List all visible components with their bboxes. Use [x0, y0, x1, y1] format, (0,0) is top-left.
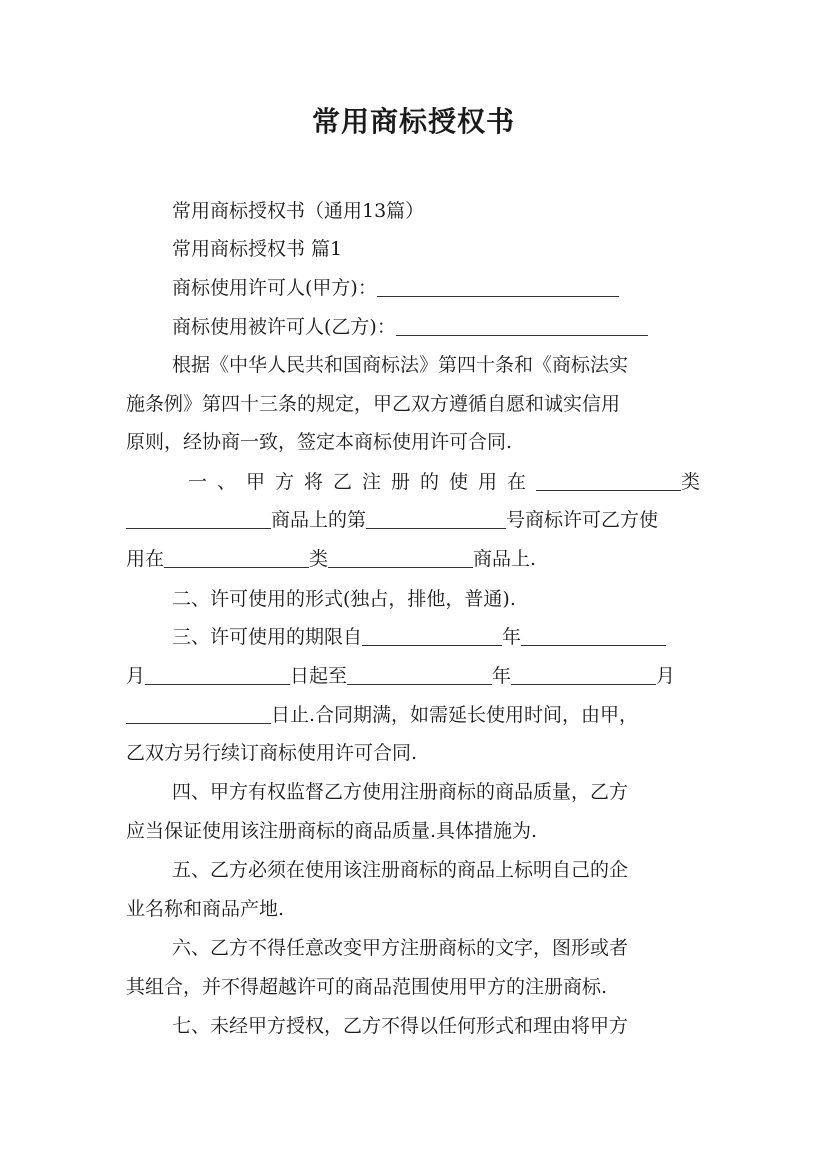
start-day-blank [145, 665, 290, 685]
clause-1-line-1 [188, 464, 702, 501]
clause-3-line-4: 乙双方另行续订商标使用许可合同. [126, 742, 418, 764]
start-year-blank [362, 626, 502, 646]
licensee-line [172, 309, 702, 346]
trademark-number-blank [366, 509, 506, 529]
clause-4-line-1: 四、甲方有权监督乙方使用注册商标的商品质量，乙方 [172, 781, 629, 803]
clause-3-line-1 [172, 619, 702, 656]
clause-1-text-f: 类 [309, 548, 329, 570]
clause-4-line-2: 应当保证使用该注册商标的商品质量.具体措施为. [126, 820, 538, 842]
clause-1-text-a: 一、甲方将乙注册的使用在 [188, 471, 537, 493]
clause-3-month-2: 月 [656, 665, 676, 687]
clause-1-text-d: 号商标许可乙方使 [506, 509, 659, 531]
clause-5-line-2: 业名称和商品产地. [126, 898, 285, 920]
clause-3-text-a: 三、许可使用的期限自 [172, 626, 363, 648]
clause-1-text-c: 商品上的第 [271, 509, 367, 531]
clause-6-line-2: 其组合，并不得超越许可的商品范围使用甲方的注册商标. [126, 976, 608, 998]
clause-1-text-e: 用在 [126, 548, 165, 570]
clause-2: 二、许可使用的形式(独占，排他，普通). [172, 588, 516, 610]
class-blank-1 [536, 471, 681, 491]
clause-7-line-1: 七、未经甲方授权，乙方不得以任何形式和理由将甲方 [172, 1015, 629, 1037]
clause-1-text-b: 类 [681, 471, 701, 493]
clause-3-end: 日止.合同期满，如需延长使用时间，由甲， [271, 704, 639, 726]
clause-5-line-1: 五、乙方必须在使用该注册商标的商品上标明自己的企 [172, 859, 629, 881]
goods-blank-2 [328, 548, 473, 568]
licensee-label: 商标使用被许可人(乙方)： [172, 316, 396, 338]
licensee-blank [396, 316, 648, 336]
intro-line-2: 施条例》第四十三条的规定，甲乙双方遵循自愿和诚实信用 [126, 393, 621, 415]
end-day-blank [126, 704, 271, 724]
clause-3-month: 月 [126, 665, 146, 687]
document-title: 常用商标授权书 [311, 105, 515, 138]
licensor-blank [377, 277, 619, 297]
clause-1-line-3 [126, 541, 702, 578]
start-month-blank [521, 626, 666, 646]
intro-line-3: 原则，经协商一致，签定本商标使用许可合同. [126, 431, 513, 453]
article-heading: 常用商标授权书 篇1 [172, 238, 343, 260]
clause-3-line-3 [126, 697, 702, 734]
clause-3-year: 年 [502, 626, 522, 648]
clause-1-text-g: 商品上. [473, 548, 537, 570]
clause-3-from: 日起至 [290, 665, 348, 687]
end-year-blank [347, 665, 492, 685]
end-month-blank [511, 665, 656, 685]
clause-3-year-2: 年 [492, 665, 512, 687]
class-blank-2 [164, 548, 309, 568]
clause-6-line-1: 六、乙方不得任意改变甲方注册商标的文字，图形或者 [172, 937, 629, 959]
clause-3-line-2 [126, 658, 702, 695]
clause-1-line-2 [126, 502, 702, 539]
intro-line-1: 根据《中华人民共和国商标法》第四十条和《商标法实 [172, 354, 629, 376]
licensor-line [172, 270, 702, 307]
goods-blank-1 [126, 509, 271, 529]
subtitle: 常用商标授权书（通用13篇） [172, 200, 425, 222]
licensor-label: 商标使用许可人(甲方)： [172, 277, 377, 299]
